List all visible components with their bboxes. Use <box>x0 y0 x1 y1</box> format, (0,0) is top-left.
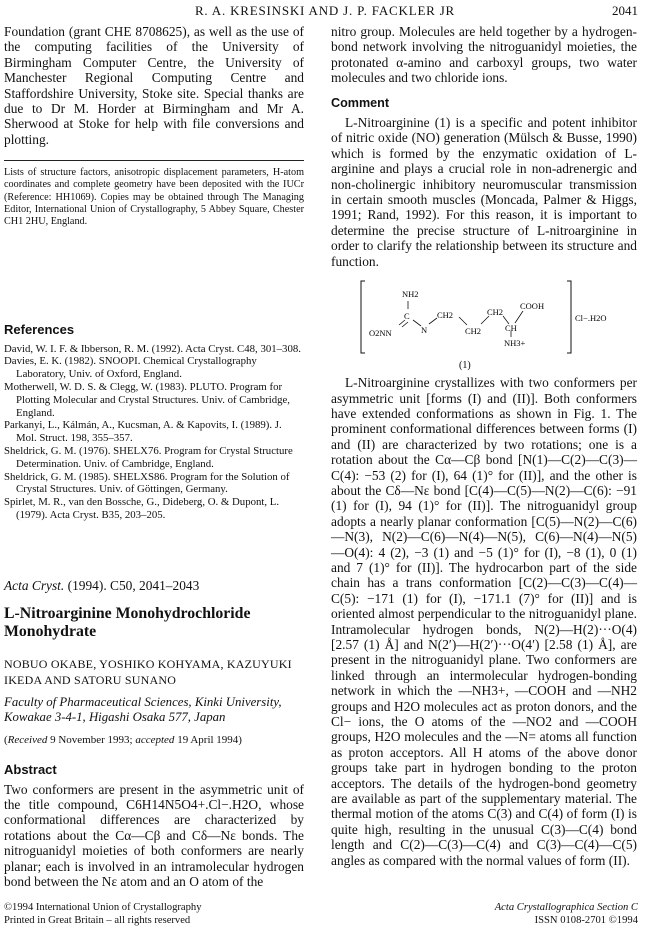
article-title: L-Nitroarginine Monohydrochloride Monohydrate <box>4 605 251 641</box>
comment-paragraph-2: L-Nitroarginine crystallizes with two conformers per asymmetric unit [forms (I) and (II)]. Both conformers have extended conformations as shown in Fig. 1. The prominent conformational differences between forms (I) and (II) are characterized by two rotations; one is a rotation about the Cα—Cβ bond [N(1)—C(2)—C(3)—C(4): −53 (2) for (I), 64 (1)° for (II)], and the other is about the Cδ—Nε bond [C(4)—C(5)—N(2)—C(6): −91 (1) for (I), 94 (1)° for (II)]. The nitroguanidyl group adopts a nearly planar conformation [C(5)—N(2)—C(6)—N(3), N(2)—C(6)—N(4)—N(5), C(6)—N(4)—N(5)—O(4): 4 (2), −3 (1) and −5 (1)° for (I), −8 (1), 0 (1) and 7 (1)° for (II)]. The hydrocarbon part of the side chain has a trans conformation [C(2)—C(3)—C(4)—C(5): −171 (1) for (I), −171.1 (7)° for (II)] and is oriented almost perpendicular to the nitroguanidyl plane. Intramolecular hydrogen bonds, N(2)—H(2)···O(4) [2.57 (1) Å] and N(2′)—H(2′)···O(4′) [2.58 (1) Å], are present in the nitroguanidyl plane. Two conformers are linked through an intermolecular hydrogen-bonding network in which the —NH3+, —COOH and —NH2 groups and H2O molecules act as proton donors, and the Cl− ions, the O atoms of the —NO2 and —COOH groups, H2O molecules and the —N= atoms all function as proton acceptors. All H atoms of the above donor groups take part in hydrogen bonding to the proton acceptors. The details of the hydrogen-bond geometry are available as part of the supplementary material. The thermal motion of the atoms C(3) and C(4) of form (I) is quite high, resulting in the unusual C(3)—C(4) bond length and C(2)—C(3)—C(4) and C(3)—C(4)—C(5) angles as compared with the normal values of form (II). <box>331 375 637 868</box>
right-bracket <box>567 281 571 353</box>
reference-item: Motherwell, W. D. S. & Clegg, W. (1983). PLUTO. Program for Plotting Molecular and Crystal Structures. Univ. of Cambridge, England. <box>4 381 290 419</box>
running-head: R. A. KRESINSKI AND J. P. FACKLER JR <box>194 3 456 18</box>
scheme-cooh: COOH <box>520 301 545 312</box>
references-list <box>4 343 304 522</box>
article-citation <box>4 578 304 593</box>
bond <box>515 311 523 323</box>
scheme-ch: CH <box>505 323 517 334</box>
abstract-continuation: nitro group. Molecules are held together by a hydrogen-bond network involving the nitroguanidyl moieties, the protonated α-amino and carboxyl groups, two water molecules and two chloride ions. <box>331 24 637 86</box>
deposit-note: Lists of structure factors, anisotropic displacement parameters, H-atom coordinates and complete geometry have been deposited with the IUCr (Reference: HH1069). Copies may be obtained through The Managing Editor, International Union of Crystallography, 5 Abbey Square, Chester CH1 2HU, England. <box>4 167 304 228</box>
page-number: 2041 <box>612 3 638 18</box>
comment-paragraph-1: L-Nitroarginine (1) is a specific and potent inhibitor of nitric oxide (NO) generation (Mülsch & Busse, 1990) which is formed by the enzymatic oxidation of L-arginine and plays a crucial role in non-adrenergic and non-cholinergic inhibitory neuromuscular transmission in certain smooth muscles (Moncada, Palmer & Higgs, 1991; Rand, 1992). For this reason, it is important to determine the precise structure of L-nitroarginine in order to clarify the relationship between its structure and function. <box>331 115 637 269</box>
footer-right <box>495 902 638 928</box>
left-bracket <box>361 281 365 353</box>
scheme-label: (1) <box>459 360 471 372</box>
scheme-ch2-b: CH2 <box>465 326 482 337</box>
divider <box>4 160 304 161</box>
reference-item: Davies, E. K. (1982). SNOOPI. Chemical Crystallography Laboratory, Univ. of Oxford, England. <box>4 355 257 381</box>
structure-diagram <box>331 275 637 373</box>
printed-notice: Printed in Great Britain – all rights reserved <box>4 914 191 926</box>
right-column <box>331 24 637 868</box>
chemical-scheme <box>331 275 637 373</box>
scheme-nh3: NH3+ <box>504 338 526 349</box>
received-dates: (Received 9 November 1993; accepted 19 April 1994) <box>4 733 242 746</box>
scheme-o2nn: O2NN <box>369 328 392 339</box>
citation-journal: Acta Cryst. <box>4 577 65 593</box>
scheme-ch2-c: CH2 <box>487 307 504 318</box>
bond <box>402 322 408 327</box>
journal-name: Acta Crystallographica Section C <box>494 902 638 913</box>
authors: NOBUO OKABE, YOSHIKO KOHYAMA, KAZUYUKI IKEDA AND SATORU SUNANO <box>4 657 292 687</box>
affiliation: Faculty of Pharmaceutical Sciences, Kinki University, Kowakae 3-4-1, Higashi Osaka 577, Japan <box>4 695 282 725</box>
reference-item: Sheldrick, G. M. (1976). SHELX76. Program for Crystal Structure Determination. Univ. of Cambridge, England. <box>4 445 293 470</box>
acknowledgement-text: Foundation (grant CHE 8708625), as well as the use of the computing facilities of the University of Birmingham Computer Centre, the University of Manchester Regional Computing Centre and Staffordshire University, Stoke site. Special thanks are due to Dr M. Horder at Birmingham and Mr A. Sherwood at Stoke for help with file conversions and plotting. <box>4 24 304 147</box>
scheme-counterion: Cl−.H2O <box>575 313 607 324</box>
running-header <box>0 3 650 23</box>
scheme-n: N <box>421 325 428 336</box>
reference-item: Parkanyi, L., Kálmán, A., Kucsman, A. & Kapovits, I. (1989). J. Mol. Struct. 198, 355–357. <box>4 419 282 445</box>
reference-item: David, W. I. F. & Ibberson, R. M. (1992). Acta Cryst. C48, 301–308. <box>4 342 301 355</box>
left-column <box>4 24 304 890</box>
references-heading: References <box>4 322 75 338</box>
footer-left <box>4 902 202 928</box>
scheme-nh2: NH2 <box>402 289 419 300</box>
reference-item: Sheldrick, G. M. (1985). SHELXS86. Program for the Solution of Crystal Structures. Univ. of Göttingen, Germany. <box>4 470 290 496</box>
reference-item: Spirlet, M. R., van den Bossche, G., Dideberg, O. & Dupont, L. (1979). Acta Cryst. B35, 203–205. <box>4 496 280 522</box>
abstract-text: Two conformers are present in the asymmetric unit of the title compound, C6H14N5O4+.Cl−.H2O, whose conformational differences are characterized by rotations about the Cα—Cβ and Cδ—Nε bonds. The nitroguanidyl moieties of both conformers are nearly planar; each is involved in an intramolecular hydrogen bond between the Nε atom and an O atom of the <box>4 781 304 890</box>
issn: ISSN 0108-2701 ©1994 <box>534 914 638 926</box>
bond <box>481 316 489 324</box>
bond <box>413 320 421 326</box>
comment-heading: Comment <box>331 95 390 110</box>
bond <box>459 317 467 325</box>
scheme-c: C <box>404 311 410 322</box>
copyright: ©1994 International Union of Crystallography <box>4 902 202 913</box>
abstract-heading: Abstract <box>4 762 57 778</box>
citation-details: (1994). C50, 2041–2043 <box>64 577 200 593</box>
bond <box>429 318 437 324</box>
scheme-ch2-a: CH2 <box>437 310 454 321</box>
